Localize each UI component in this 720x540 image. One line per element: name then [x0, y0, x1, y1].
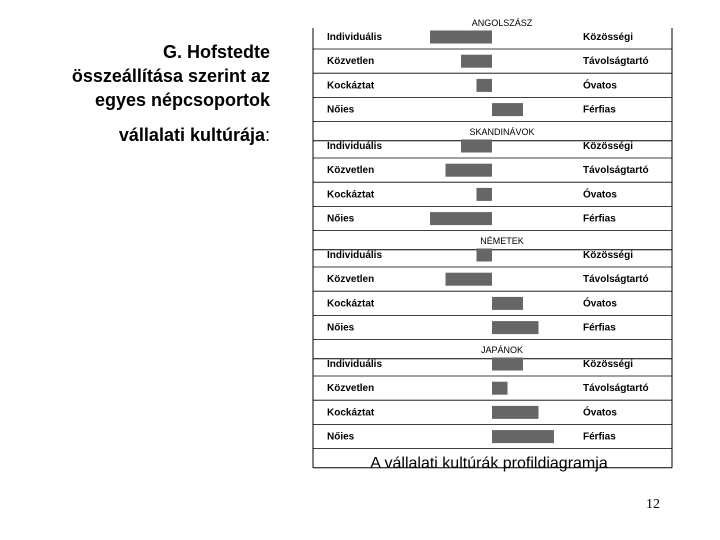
right-pole-label: Távolságtartó [583, 165, 649, 177]
left-pole-label: Nőies [327, 431, 355, 443]
right-pole-label: Közösségi [583, 32, 634, 43]
right-pole-label: Távolságtartó [583, 56, 649, 68]
right-pole-label: Férfias [583, 213, 616, 225]
title-line-2: összeállítása szerint az [71, 66, 270, 86]
right-pole-label: Közösségi [583, 359, 634, 370]
left-pole-label: Közvetlen [327, 383, 375, 395]
panel-title: SKANDINÁVOK [469, 127, 535, 137]
left-pole-label: Individuális [327, 141, 383, 152]
left-pole-label: Közvetlen [327, 274, 375, 286]
profile-bar [492, 297, 523, 310]
title-line-3: egyes népcsoportok [94, 90, 270, 110]
profile-bar [446, 273, 493, 286]
left-pole-label: Kockáztat [327, 298, 375, 310]
profile-bar [446, 164, 493, 177]
left-pole-label: Nőies [327, 213, 355, 225]
left-pole-label: Individuális [327, 250, 383, 261]
right-pole-label: Távolságtartó [583, 383, 649, 395]
profile-bar [492, 321, 539, 334]
profile-bar [477, 249, 493, 262]
left-pole-label: Közvetlen [327, 56, 375, 68]
profile-bar [492, 358, 523, 371]
profile-bar [492, 103, 523, 116]
left-pole-label: Közvetlen [327, 165, 375, 177]
left-pole-label: Individuális [327, 32, 383, 43]
title-line-1: G. Hofstedte [162, 42, 270, 62]
profile-bar [430, 212, 492, 225]
panel-title: NÉMETEK [480, 236, 524, 246]
profile-bar [461, 140, 492, 153]
page-number: 12 [646, 497, 660, 512]
profile-bar [492, 382, 508, 395]
title-colon: : [264, 125, 270, 145]
right-pole-label: Közösségi [583, 250, 634, 261]
right-pole-label: Férfias [583, 104, 616, 116]
right-pole-label: Óvatos [583, 298, 617, 310]
left-pole-label: Nőies [327, 322, 355, 334]
panel-title: JAPÁNOK [480, 345, 524, 355]
profile-bar [477, 79, 493, 92]
right-pole-label: Férfias [583, 322, 616, 334]
panel-title: ANGOLSZÁSZ [471, 18, 533, 28]
chart-caption: A vállalati kultúrák profildiagramja [370, 455, 608, 472]
left-pole-label: Kockáztat [327, 80, 375, 92]
right-pole-label: Távolságtartó [583, 274, 649, 286]
left-pole-label: Individuális [327, 359, 383, 370]
profile-bar [461, 55, 492, 68]
left-pole-label: Kockáztat [327, 407, 375, 419]
right-pole-label: Férfias [583, 431, 616, 443]
right-pole-label: Óvatos [583, 189, 617, 201]
profile-bar [477, 188, 493, 201]
right-pole-label: Óvatos [583, 407, 617, 419]
title-line-4: vállalati kultúrája [118, 125, 265, 145]
right-pole-label: Közösségi [583, 141, 634, 152]
profile-bar [492, 406, 539, 419]
right-pole-label: Óvatos [583, 80, 617, 92]
left-pole-label: Nőies [327, 104, 355, 116]
profile-bar [430, 31, 492, 44]
left-pole-label: Kockáztat [327, 189, 375, 201]
profile-bar [492, 430, 554, 443]
